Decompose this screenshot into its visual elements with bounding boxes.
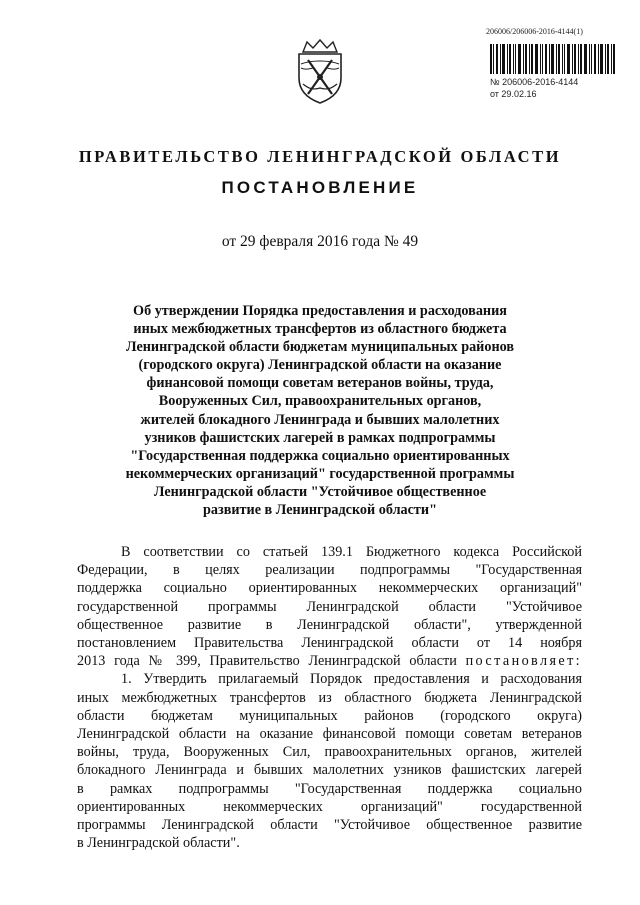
- item-1-line: иных межбюджетных трансфертов из областного бюджета Ленинградской: [77, 689, 582, 706]
- document-body: [77, 543, 582, 852]
- preamble-last-line: [77, 652, 582, 670]
- preamble-line: 2013 года № 399, Правительство Ленинградской области: [77, 653, 457, 670]
- item-1-line: в рамках подпрограммы "Государственная поддержка социально: [77, 780, 582, 797]
- resolves-word: постановляет:: [465, 653, 583, 670]
- subject-line: Вооруженных Сил, правоохранительных органов,: [158, 393, 482, 410]
- subject-line: "Государственная поддержка социально ориентированных: [130, 447, 510, 464]
- subject-line: Ленинградской области "Устойчивое общественное: [153, 483, 487, 500]
- preamble-line: Федерации, в целях реализации подпрограммы "Государственная: [77, 562, 582, 579]
- subject-line: финансовой помощи советам ветеранов войны, труда,: [146, 375, 494, 392]
- item-1-line: области бюджетам муниципальных районов (городского округа): [77, 707, 582, 724]
- subject-line: (городского округа) Ленинградской области на оказание: [138, 357, 502, 374]
- registration-number: № 206006-2016-4144: [490, 77, 579, 87]
- subject-line: некоммерческих организаций" государственной программы: [125, 465, 515, 482]
- subject-line: развитие в Ленинградской области": [203, 502, 437, 519]
- government-title: ПРАВИТЕЛЬСТВО ЛЕНИНГРАДСКОЙ ОБЛАСТИ: [78, 147, 562, 166]
- preamble-line: общественное развитие в Ленинградской области", утвержденной: [77, 616, 582, 633]
- item-1-line: блокадного Ленинграда и бывших малолетних узников фашистских лагерей: [77, 762, 582, 779]
- subject-line: узников фашистских лагерей в рамках подпрограммы: [144, 429, 496, 446]
- document-type: ПОСТАНОВЛЕНИЕ: [221, 178, 419, 197]
- barcode-icon: [490, 44, 616, 74]
- subject-line: Ленинградской области бюджетам муниципальных районов: [125, 339, 515, 356]
- registration-date: от 29.02.16: [490, 89, 537, 99]
- item-1-line: в Ленинградской области".: [77, 835, 240, 852]
- document-code: 206006/206006-2016-4144(1): [486, 27, 583, 36]
- preamble-line: постановлением Правительства Ленинградской области от 14 ноября: [77, 635, 582, 652]
- subject-line: Об утверждении Порядка предоставления и расходования: [133, 303, 507, 319]
- preamble-line: государственной программы Ленинградской области "Устойчивое: [77, 598, 582, 615]
- document-subject: [95, 302, 545, 519]
- item-1-line: программы Ленинградской области "Устойчивое общественное развитие: [77, 817, 582, 834]
- item-1-line: Ленинградской области на оказание финансовой помощи советам ветеранов: [77, 726, 582, 743]
- item-1-line: 1. Утвердить прилагаемый Порядок предоставления и расходования: [121, 671, 582, 688]
- subject-line: иных межбюджетных трансфертов из областного бюджета: [133, 321, 507, 338]
- preamble-line: поддержка социально ориентированных некоммерческих организаций": [77, 580, 582, 597]
- item-1-line: ориентированных некоммерческих организаций" государственной: [77, 798, 582, 815]
- preamble-line: В соответствии со статьей 139.1 Бюджетного кодекса Российской: [121, 544, 582, 560]
- document-date-number: от 29 февраля 2016 года № 49: [221, 233, 419, 250]
- leningrad-oblast-coat-of-arms-icon: [291, 38, 349, 104]
- item-1-line: войны, труда, Вооруженных Сил, правоохранительных органов, жителей: [77, 744, 582, 761]
- subject-line: жителей блокадного Ленинграда и бывших малолетних: [140, 411, 500, 428]
